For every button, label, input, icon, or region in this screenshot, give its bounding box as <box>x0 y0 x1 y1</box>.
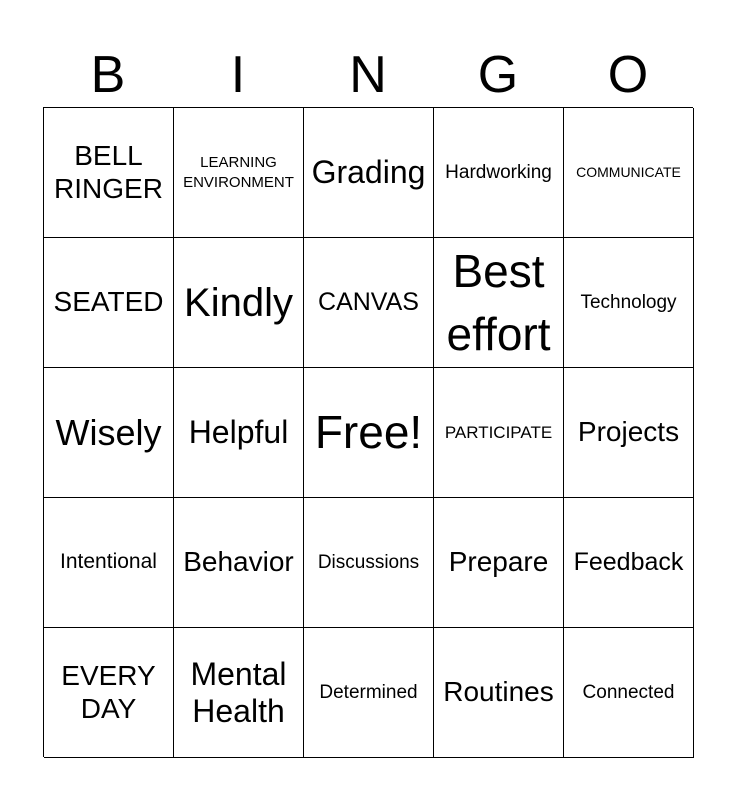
cell-text: Hardworking <box>445 161 552 183</box>
bingo-cell[interactable] <box>174 238 304 368</box>
cell-text: Helpful <box>188 414 289 451</box>
cell-text: Prepare <box>448 546 549 578</box>
bingo-cell[interactable] <box>44 628 174 758</box>
cell-text: COMMUNICATE <box>576 164 681 181</box>
bingo-cell[interactable] <box>44 238 174 368</box>
bingo-cell[interactable] <box>564 238 694 368</box>
cell-text: Intentional <box>60 550 157 574</box>
bingo-header <box>43 42 693 108</box>
bingo-cell[interactable] <box>44 368 174 498</box>
bingo-cell[interactable] <box>434 108 564 238</box>
header-letter-i: I <box>230 46 246 104</box>
bingo-cell[interactable] <box>434 238 564 368</box>
cell-text: Mental Health <box>190 655 287 729</box>
cell-text: PARTICIPATE <box>444 422 553 442</box>
bingo-cell[interactable] <box>174 108 304 238</box>
cell-text: Connected <box>582 681 675 703</box>
cell-text: Discussions <box>317 551 420 573</box>
bingo-cell[interactable] <box>304 108 434 238</box>
cell-text: Grading <box>311 154 426 191</box>
bingo-cell[interactable] <box>304 498 434 628</box>
bingo-cell[interactable] <box>304 238 434 368</box>
cell-text: Feedback <box>573 548 684 577</box>
bingo-cell[interactable] <box>174 498 304 628</box>
cell-text: Kindly <box>184 280 293 325</box>
bingo-cell[interactable] <box>174 628 304 758</box>
header-letter-b: B <box>90 46 126 104</box>
cell-text: BELL RINGER <box>54 140 163 204</box>
bingo-cell[interactable] <box>564 368 694 498</box>
cell-text: Technology <box>580 291 677 313</box>
bingo-cell[interactable] <box>564 498 694 628</box>
cell-text: LEARNING ENVIRONMENT <box>183 154 294 191</box>
header-letter-n: N <box>349 46 387 104</box>
bingo-cell[interactable] <box>174 368 304 498</box>
cell-text: Best effort <box>446 245 551 360</box>
bingo-cell[interactable] <box>304 628 434 758</box>
bingo-card <box>43 107 693 757</box>
bingo-cell[interactable] <box>434 628 564 758</box>
bingo-cell[interactable] <box>434 498 564 628</box>
bingo-cell[interactable] <box>44 108 174 238</box>
cell-text: EVERY DAY <box>61 660 156 724</box>
cell-text: Routines <box>443 676 554 708</box>
cell-text: Projects <box>577 416 680 448</box>
cell-text: CANVAS <box>318 288 419 317</box>
cell-text: SEATED <box>53 286 164 318</box>
bingo-cell[interactable] <box>564 108 694 238</box>
cell-text: Behavior <box>183 546 294 578</box>
cell-text: Determined <box>319 681 418 703</box>
bingo-cell[interactable] <box>44 498 174 628</box>
free-space-text: Free! <box>314 406 423 459</box>
cell-text: Wisely <box>55 411 162 453</box>
bingo-cell[interactable] <box>564 628 694 758</box>
bingo-cell[interactable] <box>434 368 564 498</box>
header-letter-o: O <box>607 46 649 104</box>
free-space-cell[interactable] <box>304 368 434 498</box>
header-letter-g: G <box>477 46 519 104</box>
